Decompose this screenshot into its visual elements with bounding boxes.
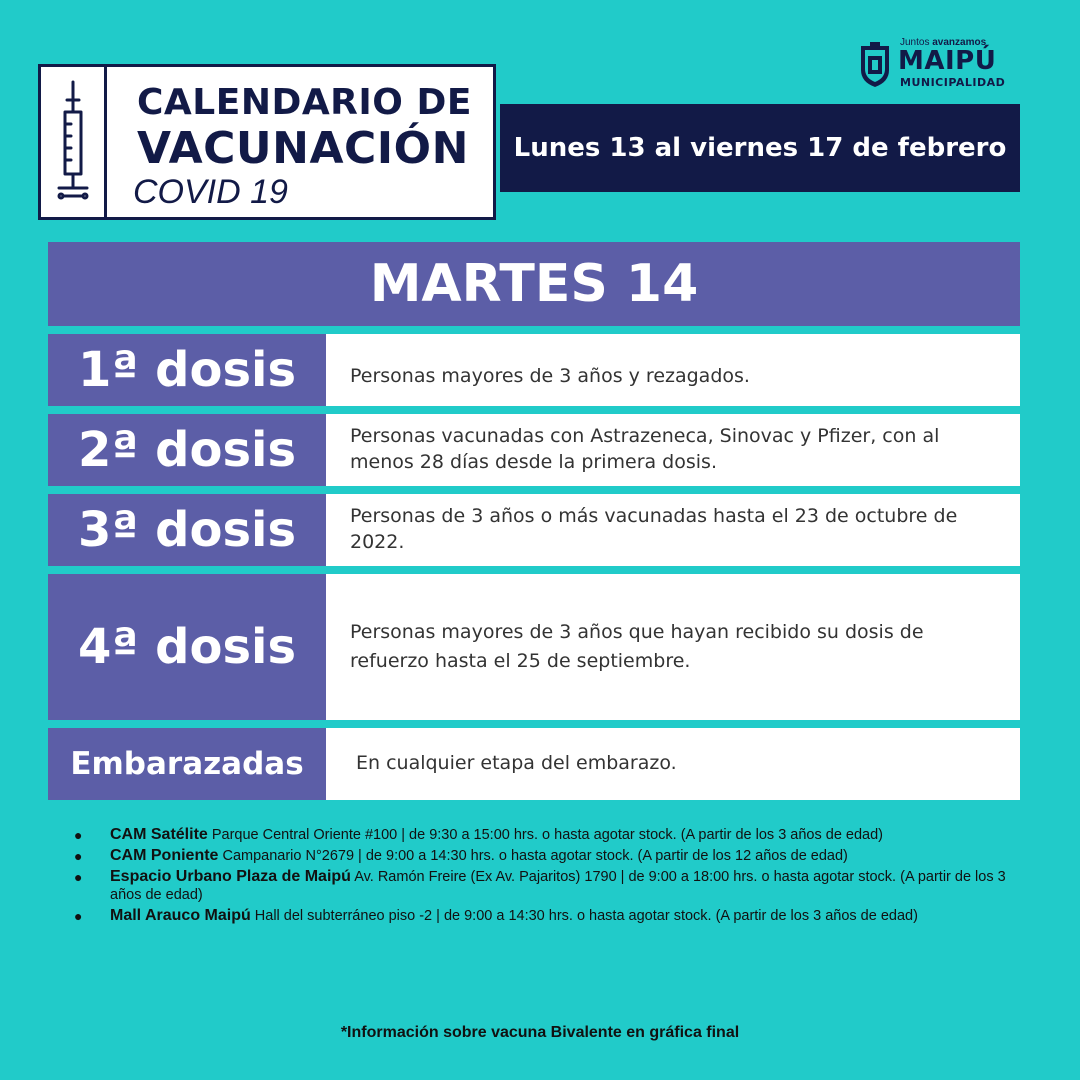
dose-row-2 <box>48 414 1020 486</box>
list-item <box>70 826 1020 844</box>
title-line-3: COVID 19 <box>133 173 288 211</box>
bullet: ● <box>74 908 83 924</box>
list-item <box>70 847 1020 865</box>
bullet: ● <box>74 869 83 885</box>
location-details: Parque Central Oriente #100 | de 9:30 a 15:00 hrs. o hasta agotar stock. (A partir de los 3 años de edad) <box>211 827 884 843</box>
location-details: Hall del subterráneo piso -2 | de 9:00 a 14:30 hrs. o hasta agotar stock. (A partir de los 3 años de edad) <box>254 908 918 924</box>
dose-row-5 <box>48 728 1020 800</box>
footnote: *Información sobre vacuna Bivalente en gráfica final <box>340 1024 740 1041</box>
dose-row-3 <box>48 494 1020 566</box>
location-name: CAM Poniente <box>110 847 219 864</box>
syringe-cell <box>41 67 107 217</box>
location-name: Mall Arauco Maipú <box>110 907 251 924</box>
syringe-icon <box>51 78 95 206</box>
bullet: ● <box>74 848 83 864</box>
location-details: Campanario N°2679 | de 9:00 a 14:30 hrs. o hasta agotar stock. (A partir de los 12 años de edad) <box>222 848 848 864</box>
title-line-1: CALENDARIO DE <box>137 82 472 123</box>
bullet: ● <box>74 827 83 843</box>
list-item <box>70 868 1020 904</box>
dose-description: En cualquier etapa del embarazo. <box>326 728 1020 800</box>
header-title-box <box>38 64 496 220</box>
dose-row-4 <box>48 574 1020 720</box>
location-name: Espacio Urbano Plaza de Maipú <box>110 868 351 885</box>
dose-label: Embarazadas <box>48 728 326 800</box>
municipal-shield-icon <box>858 40 892 88</box>
logo-name: MAIPÚ <box>898 46 997 76</box>
dose-description: Personas mayores de 3 años que hayan recibido su dosis de refuerzo hasta el 25 de septiembre. <box>326 574 1020 720</box>
dose-label: 2ª dosis <box>48 414 326 486</box>
location-name: CAM Satélite <box>110 826 208 843</box>
maipu-logo <box>858 36 1018 92</box>
title-line-2: VACUNACIÓN <box>137 123 469 174</box>
dose-description: Personas mayores de 3 años y rezagados. <box>326 334 1020 406</box>
list-item <box>70 907 1020 925</box>
dose-description: Personas de 3 años o más vacunadas hasta el 23 de octubre de 2022. <box>326 494 1020 566</box>
dose-label: 3ª dosis <box>48 494 326 566</box>
date-range-banner: Lunes 13 al viernes 17 de febrero <box>500 104 1020 192</box>
location-details: Av. Ramón Freire (Ex Av. Pajaritos) 1790 | de 9:00 a 18:00 hrs. o hasta agotar stock. (A partir de los 3 años de edad) <box>110 869 1006 903</box>
dose-label: 1ª dosis <box>48 334 326 406</box>
dose-description: Personas vacunadas con Astrazeneca, Sinovac y Pfizer, con al menos 28 días desde la primera dosis. <box>326 414 1020 486</box>
day-title: MARTES 14 <box>48 242 1020 326</box>
locations-list <box>70 826 1020 928</box>
logo-subtitle: MUNICIPALIDAD <box>900 76 1006 89</box>
dose-label: 4ª dosis <box>48 574 326 720</box>
logo-tagline: Juntos avanzamos <box>900 37 987 48</box>
dose-row-1 <box>48 334 1020 406</box>
